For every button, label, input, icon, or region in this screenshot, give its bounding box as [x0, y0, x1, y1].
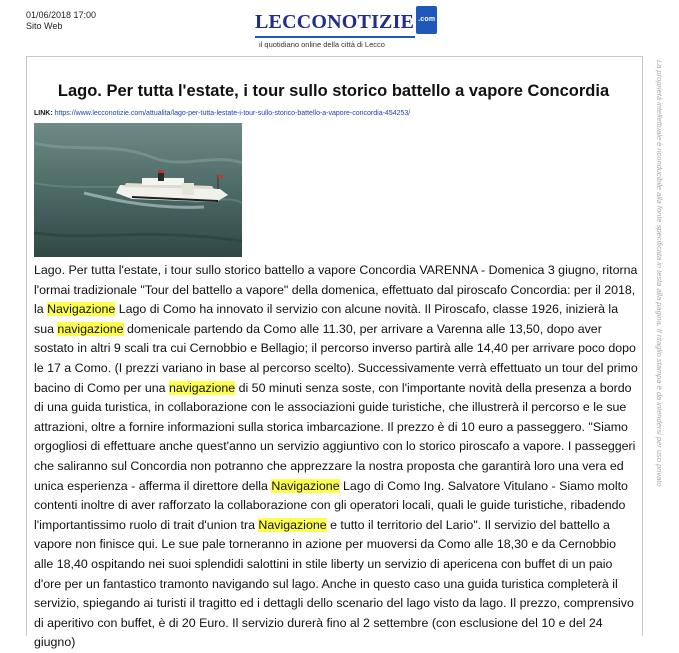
highlighted-keyword: Navigazione	[47, 302, 116, 317]
header-meta	[26, 10, 96, 32]
article-text-segment: domenicale partendo da Como alle 11.30, per arrivare a Varenna alle 13,50, dopo aver sostato in altri 9 scali tra cui Cernobbio e Bellagio; il percorso inverso partirà alle 14,40 per arrivare poco dopo le 17 a Como. (I prezzi variano in base al percorso scelto). Successivamente verrà effettuato un tour del primo bacino di Como per una	[34, 321, 638, 395]
article-text-segment: di 50 minuti senza soste, con l'importante novità della presenza a bordo di una guida turistica, in collaborazione con le associazioni guide turistiche, che illustrerà il percorso e le sue attrazioni, oltre a fornire informazioni sulla storica imbarcazione. Il prezzo è di 10 euro a passeggero. "Siamo orgogliosi di effettuare anche quest'anno un servizio aggiuntivo con lo storico piroscafo a vapore. I passeggeri che saliranno sul Concordia non potranno che apprezzare la nostra proposta che garantirà loro una vera ed unica esperienza - afferma il direttore della	[34, 380, 636, 493]
logo-lecco: LECCO	[255, 11, 328, 33]
steamboat-image	[34, 123, 242, 257]
logo-wordmark	[255, 8, 436, 36]
article-title: Lago. Per tutta l'estate, i tour sullo storico battello a vapore Concordia	[57, 82, 610, 100]
link-label: LINK:	[34, 110, 53, 117]
copyright-side-note: La proprietà intellettuale è riconducibile alla fonte specificata in testa alla pagina. Il ritaglio stampa è da intendersi per uso privato	[655, 60, 664, 487]
highlighted-keyword: Navigazione	[258, 517, 327, 532]
article-body	[34, 261, 638, 653]
logo-com: .com	[416, 6, 437, 34]
logo-tagline: il quotidiano online della città di Lecco	[259, 40, 385, 49]
lecconotizie-logo	[255, 8, 436, 49]
source-label: Sito Web	[26, 21, 63, 31]
article-link	[34, 110, 410, 117]
highlighted-keyword: Navigazione	[271, 478, 340, 493]
highlighted-keyword: navigazione	[57, 321, 124, 336]
logo-notizie: NOTIZIE	[327, 11, 415, 33]
steamboat-photo	[34, 123, 242, 257]
article-text-segment: Lago di Como Ing. Salvatore Vitulano - Siamo molto contenti inoltre di aver rafforzato la collaborazione con gli operatori locali, quali le guide turistiche, ribadendo l'importantissimo ruolo di trait d'union tra	[34, 478, 628, 532]
link-url[interactable]: https://www.lecconotizie.com/attualita/lago-per-tutta-lestate-i-tour-sullo-storico-battello-a-vapore-concordia-454253/	[54, 110, 411, 117]
publish-date: 01/06/2018 17:00	[26, 10, 97, 20]
highlighted-keyword: navigazione	[169, 380, 236, 395]
logo-underline	[255, 36, 415, 38]
article-text-segment: e tutto il territorio del Lario". Il servizio del battello a vapore non finisce qui. Le sue pale torneranno in azione per muoversi da Como alle 18,30 e da Cernobbio alle 18,40 ospitando nei suoi splendidi salottini in stile liberty un servizio di apericena con buffet di un paio d'ore per un fantastico tramonto navigando sul lago. Anche in questo caso una guida turistica completerà il servizio, spiegando ai turisti il tragitto ed i dettagli dello scenario del lago visto da lago. Il prezzo, comprensivo di aperitivo con buffet, è di 20 Euro. Il servizio durerà fino al 2 settembre (con esclusione del 10 e del 24 giugno)	[34, 517, 634, 650]
article-text-segment: Lago di Como ha innovato il servizio con alcune novità. Il Piroscafo, classe 1926, inizierà la sua	[34, 302, 619, 336]
article-text-segment: Lago. Per tutta l'estate, i tour sullo storico battello a vapore Concordia VARENNA - Domenica 3 giugno, ritorna l'ormai tradizionale "Tour del battello a vapore" della domenica, effettuato dal piroscafo Concordia: per il 2018, la	[34, 263, 638, 317]
